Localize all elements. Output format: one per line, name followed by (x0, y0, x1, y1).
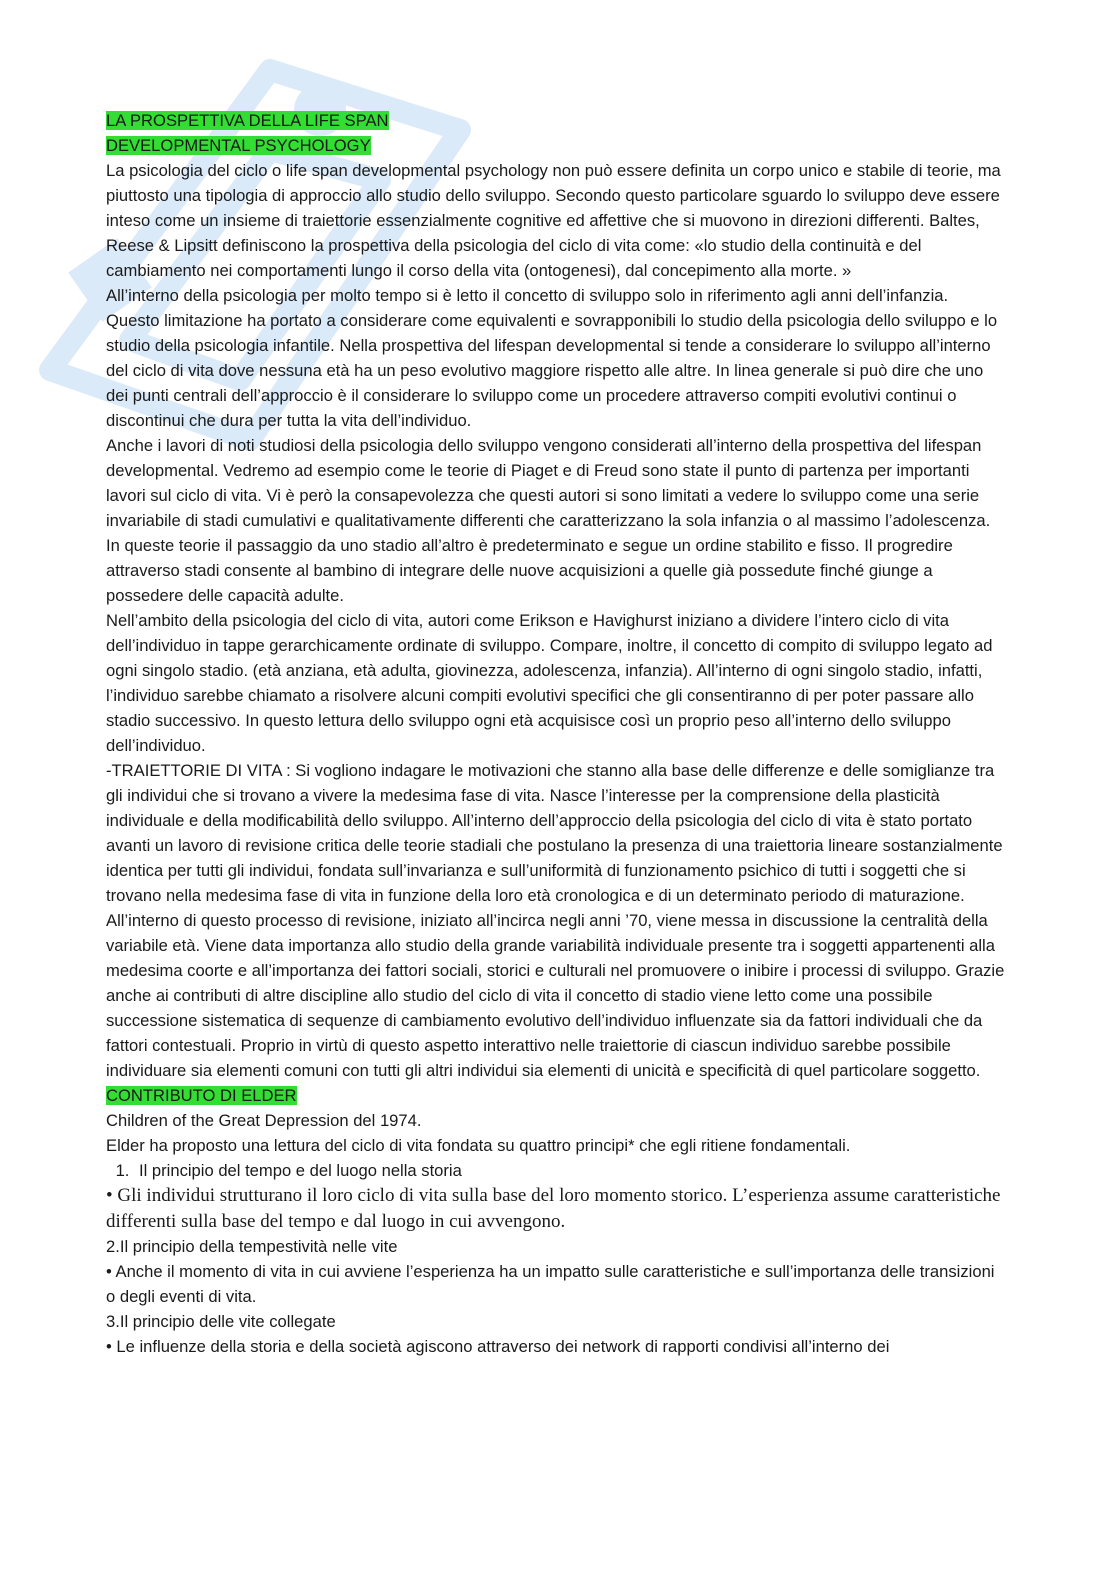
heading-life-span-2 (106, 133, 1006, 158)
elder-book: Children of the Great Depression del 1974. (106, 1111, 422, 1130)
bullet-1: • Gli individui strutturano il loro ciclo di vita sulla base del loro momento storico. L’esperienza assume caratteristiche differenti sulla base del tempo e dal luogo in cui avvengono. (106, 1185, 1001, 1232)
elder-intro: Elder ha proposto una lettura del ciclo di vita fondata su quattro principi* che egli ritiene fondamentali. (106, 1136, 851, 1155)
paragraph-erikson: Nell’ambito della psicologia del ciclo di vita, autori come Erikson e Havighurst iniziano a dividere l’intero ciclo di vita dell’individuo in tappe gerarchicamente ordinate di sviluppo. Compare, inoltre, il concetto di compito di sviluppo legato ad ogni singolo stadio. (età anziana, età adulta, giovinezza, adolescenza, infanzia). All’interno di ogni singolo stadio, infatti, l’individuo sarebbe chiamato a risolvere alcuni compiti evolutivi specifici che gli consentiranno di per poter passare allo stadio successivo. In questo lettura dello sviluppo ogni età acquisisce così un proprio peso all’interno dello sviluppo dell’individuo. (106, 611, 993, 755)
principle-1 (106, 1158, 1006, 1183)
heading-elder (106, 1083, 1006, 1108)
paragraph-revisione: All’interno di questo processo di revisione, iniziato all’incirca negli anni ’70, viene messa in discussione la centralità della variabile età. Viene data importanza allo studio della grande variabilità individuale presente tra i soggetti appartenenti alla medesima coorte e all’importanza dei fattori sociali, storici e culturali nel promuovere o inibire i processi di sviluppo. Grazie anche ai contributi di altre discipline allo studio del ciclo di vita il concetto di stadio viene letto come una possibile successione sistematica di sequenze di cambiamento evolutivo dell’individuo influenzate sia da fattori individuali che da fattori contestuali. Proprio in virtù di questo aspetto interattivo nelle traiettorie di ciascun individuo sarebbe possibile individuare sia elementi comuni con tutti gli altri individui sia elementi di unicità e specificità di quel particolare soggetto. (106, 911, 1005, 1080)
paragraph-infanzia: All’interno della psicologia per molto tempo si è letto il concetto di sviluppo solo in riferimento agli anni dell’infanzia. Questo limitazione ha portato a considerare come equivalenti e sovrapponibili lo studio della psicologia dello sviluppo e lo studio della psicologia infantile. Nella prospettiva del lifespan developmental si tende a considerare lo sviluppo all’interno del ciclo di vita dove nessuna età ha un peso evolutivo maggiore rispetto alle altre. In linea generale si può dire che uno dei punti centrali dell’approccio è il considerare lo sviluppo come un procedere attraverso compiti evolutivi continui o discontinui che dura per tutta la vita dell’individuo. (106, 286, 998, 430)
heading-line-1: LA PROSPETTIVA DELLA LIFE SPAN (106, 111, 389, 130)
principle-1-title: Il principio del tempo e del luogo nella storia (139, 1161, 462, 1180)
paragraph-piaget-freud: Anche i lavori di noti studiosi della psicologia dello sviluppo vengono considerati all’interno della prospettiva del lifespan developmental. Vedremo ad esempio come le teorie di Piaget e di Freud sono state il punto di partenza per importanti lavori sul ciclo di vita. Vi è però la consapevolezza che questi autori si sono limitati a vedere lo sviluppo come una serie invariabile di stadi cumulativi e qualitativamente differenti che caratterizzano la sola infanzia o al massimo l’adolescenza. In queste teorie il passaggio da uno stadio all’altro è predeterminato e segue un ordine stabilito e fisso. Il progredire attraverso stadi consente al bambino di integrare delle nuove acquisizioni a quelle già possedute finché giunge a possedere delle capacità adulte. (106, 436, 991, 605)
principle-1-number: 1. (115, 1161, 130, 1180)
paragraph-traiettorie: -TRAIETTORIE DI VITA : Si vogliono indagare le motivazioni che stanno alla base delle differenze e delle somiglianze tra gli individui che si trovano a vivere la medesima fase di vita. Nasce l’interesse per la comprensione della plasticità individuale e della modificabilità dello sviluppo. All’interno dell’approccio della psicologia del ciclo di vita è stato portato avanti un lavoro di revisione critica delle teorie stadiali che postulano la presenza di una traiettoria lineare sostanzialmente identica per tutti gli individui, fondata sull’invarianza e sull’uniformità di funzionamento psichico di tutti i soggetti che si trovano nella medesima fase di vita in funzione della loro età cronologica e di un determinato periodo di maturazione. (106, 761, 1003, 905)
bullet-2: • Anche il momento di vita in cui avviene l’esperienza ha un impatto sulle caratteristiche e sull’importanza delle transizioni o degli eventi di vita. (106, 1262, 995, 1306)
document-body (106, 108, 1006, 1359)
principle-3: 3.Il principio delle vite collegate (106, 1312, 336, 1331)
principle-2: 2.Il principio della tempestività nelle vite (106, 1237, 398, 1256)
bullet-3: • Le influenze della storia e della società agiscono attraverso dei network di rapporti condivisi all’interno dei (106, 1337, 890, 1356)
heading-elder-text: CONTRIBUTO DI ELDER (106, 1086, 297, 1105)
heading-life-span (106, 108, 1006, 133)
paragraph-intro: La psicologia del ciclo o life span developmental psychology non può essere definita un corpo unico e stabile di teorie, ma piuttosto una tipologia di approccio allo studio dello sviluppo. Secondo questo particolare sguardo lo sviluppo deve essere inteso come un insieme di traiettorie essenzialmente cognitive ed affettive che si muovono in direzioni differenti. Baltes, Reese & Lipsitt definiscono la prospettiva della psicologia del ciclo di vita come: «lo studio della continuità e del cambiamento nei comportamenti lungo il corso della vita (ontogenesi), dal concepimento alla morte. » (106, 161, 1001, 280)
heading-line-2: DEVELOPMENTAL PSYCHOLOGY (106, 136, 371, 155)
